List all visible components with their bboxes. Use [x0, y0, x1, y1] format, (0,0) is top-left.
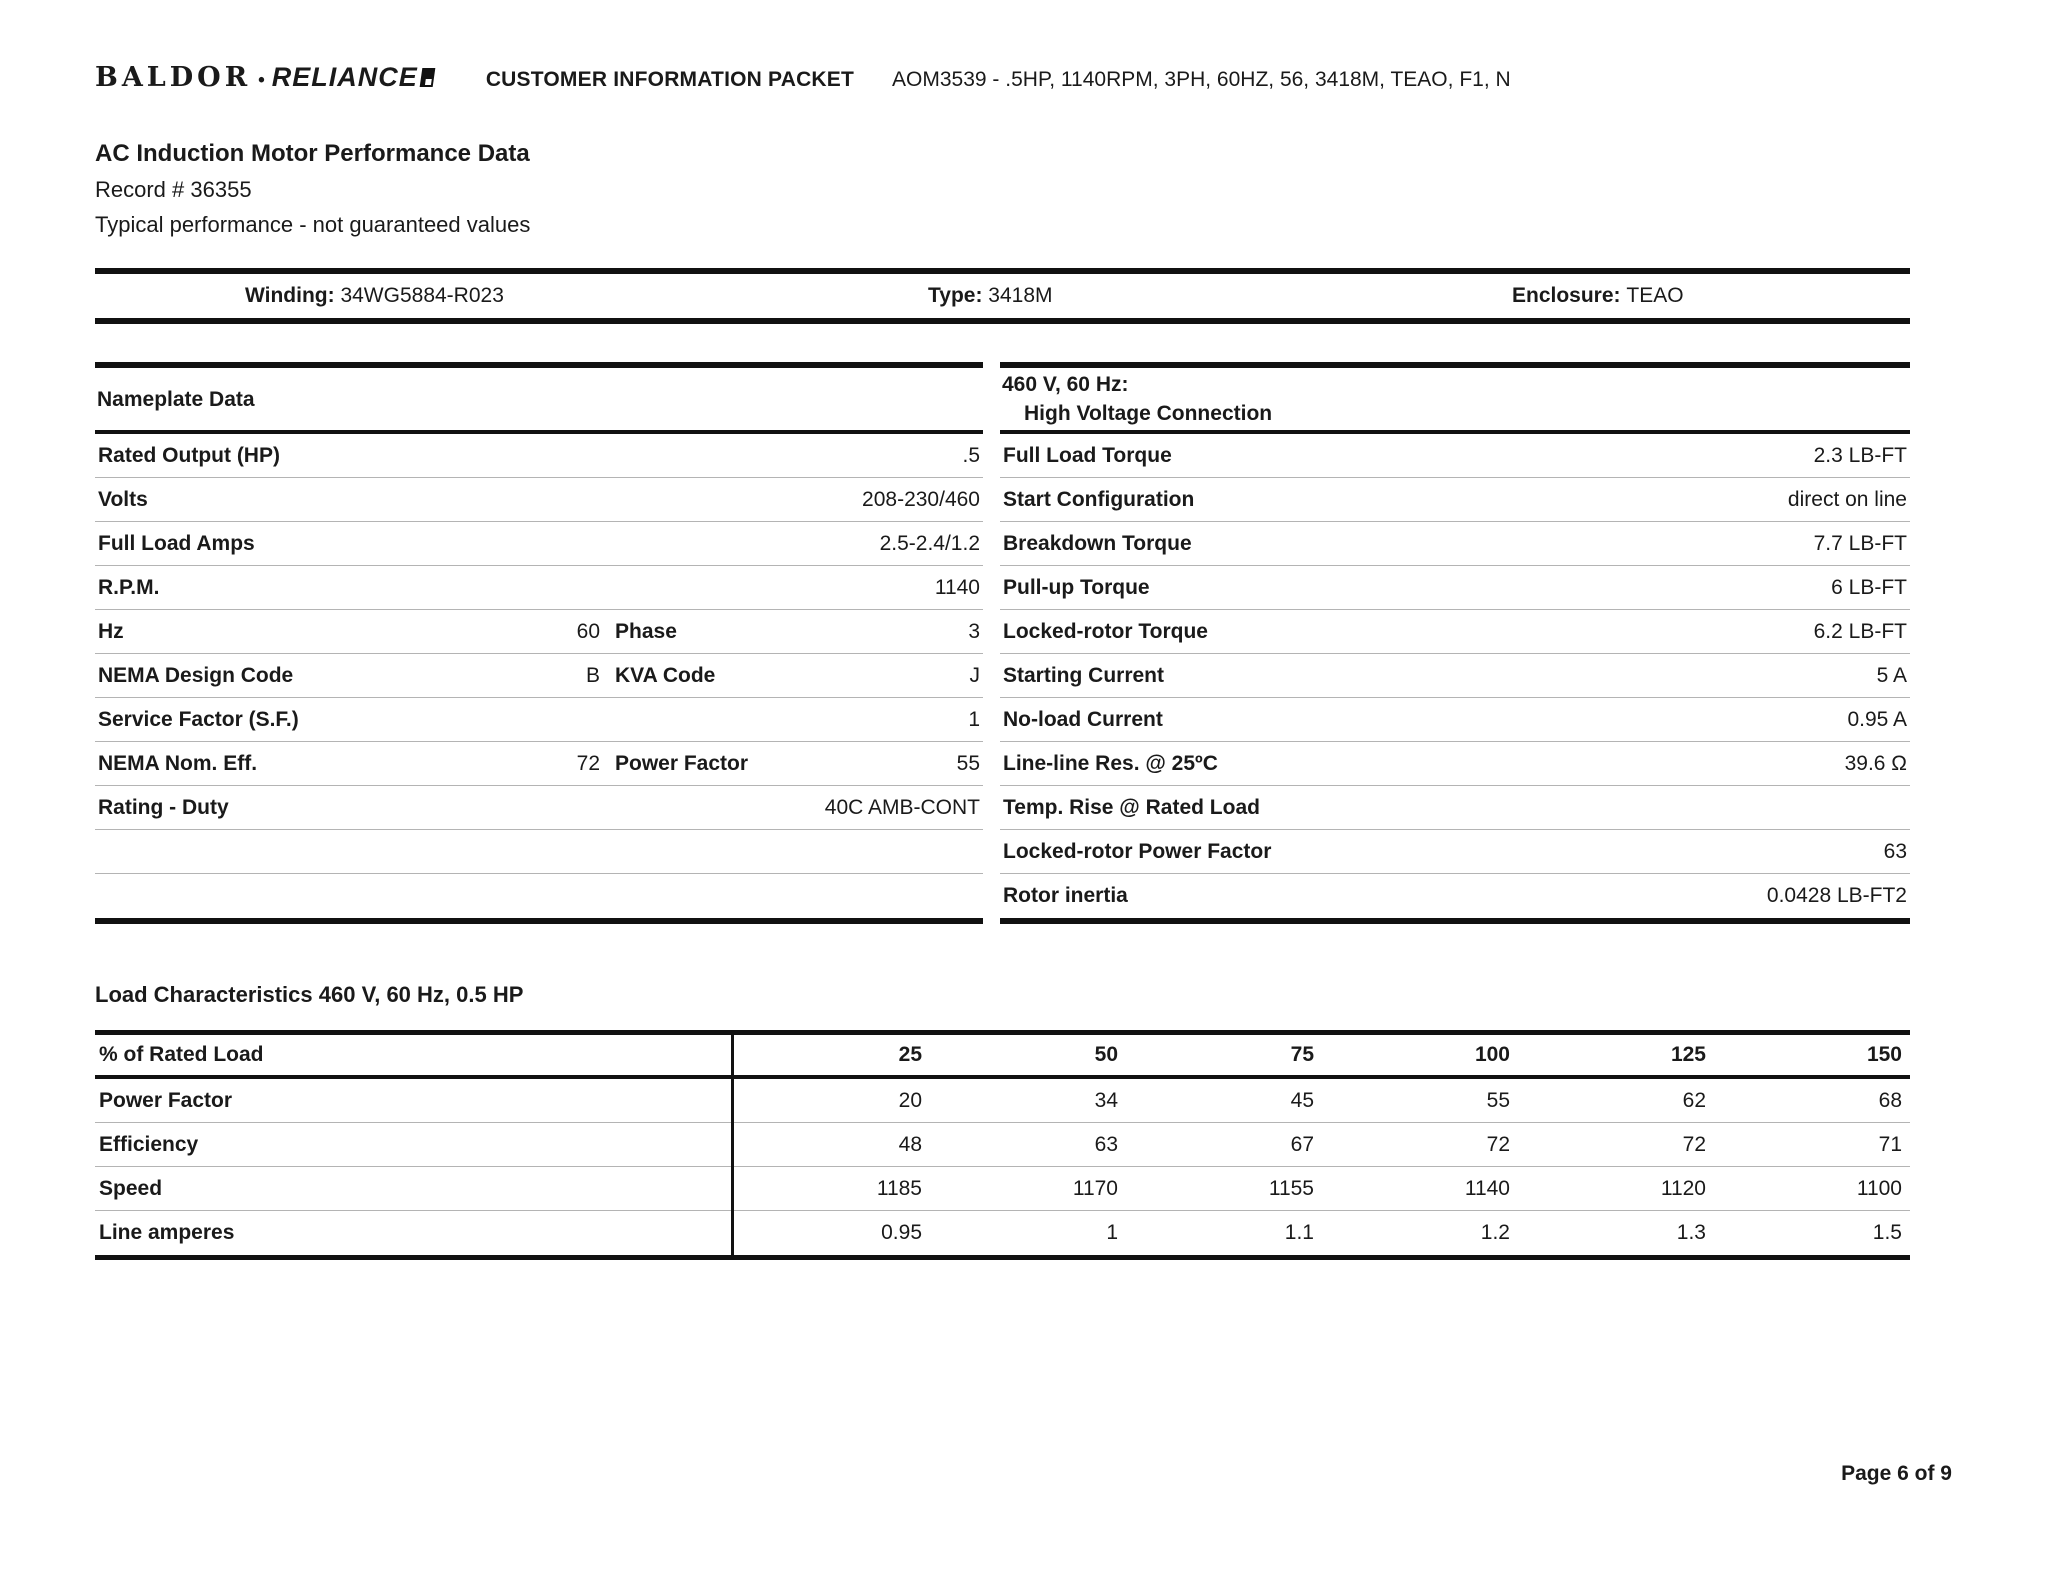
load-table-header-row: [95, 1035, 1910, 1079]
cell-value: 1.5: [1872, 1221, 1902, 1244]
table-row-empty: [95, 874, 983, 918]
record-number: Record # 36355: [95, 177, 252, 202]
cell-value: 1155: [1268, 1176, 1314, 1200]
enclosure-label: Enclosure:: [1512, 284, 1621, 307]
table-row: [1000, 830, 1910, 874]
row-right-half: [600, 752, 980, 776]
cell-value: 1.3: [1676, 1221, 1706, 1244]
row-value: 7.7 LB-FT: [1813, 531, 1907, 555]
motor-model-line: AOM3539 - .5HP, 1140RPM, 3PH, 60HZ, 56, 3418M, TEAO, F1, N: [892, 68, 1511, 91]
table-row: [95, 786, 983, 830]
row-mid-value: 72: [576, 751, 600, 775]
winding-label: Winding:: [245, 284, 335, 307]
row-label: Pull-up Torque: [1003, 575, 1150, 599]
column-header: 150: [1866, 1043, 1902, 1066]
cell-value: 55: [1486, 1088, 1510, 1112]
row-value: 40C AMB-CONT: [824, 795, 980, 819]
cell-value: 1: [1106, 1221, 1118, 1244]
row-value: 3: [968, 619, 980, 643]
row-label: Line-line Res. @ 25ºC: [1003, 751, 1218, 775]
table-row: [1000, 610, 1910, 654]
row-left-half: [98, 664, 600, 688]
cell-value: 34: [1094, 1088, 1118, 1112]
column-header: 50: [1094, 1043, 1118, 1066]
row-label: Starting Current: [1003, 663, 1165, 687]
row-value: direct on line: [1787, 487, 1907, 511]
winding-summary-bar: [95, 268, 1910, 324]
column-header: 125: [1670, 1043, 1706, 1066]
cell-value: 1100: [1856, 1176, 1902, 1200]
winding-field: [245, 284, 504, 308]
logo-reliance-text: RELIANCE: [271, 62, 418, 92]
table-row: [95, 566, 983, 610]
performance-tables: [95, 362, 1910, 924]
row-value: 39.6 Ω: [1844, 751, 1907, 775]
disclaimer-note: Typical performance - not guaranteed values: [95, 212, 531, 237]
column-header: % of Rated Load: [99, 1043, 264, 1066]
row-label: Temp. Rise @ Rated Load: [1003, 795, 1260, 819]
row-label: Service Factor (S.F.): [98, 707, 299, 731]
table-row: [1000, 874, 1910, 918]
row-label: No-load Current: [1003, 707, 1163, 731]
cell-value: 1120: [1660, 1176, 1706, 1200]
nameplate-table: [95, 362, 983, 924]
row-value: 5 A: [1876, 663, 1907, 687]
nameplate-table-header: [95, 368, 983, 434]
table-row: [95, 698, 983, 742]
cell-value: 1185: [876, 1176, 922, 1200]
row-value: 2.5-2.4/1.2: [879, 531, 980, 555]
nameplate-header-text: Nameplate Data: [97, 387, 255, 411]
winding-value: 34WG5884-R023: [340, 284, 504, 307]
enclosure-value: TEAO: [1626, 284, 1684, 307]
title-block: [95, 140, 530, 238]
load-characteristics-heading: Load Characteristics 460 V, 60 Hz, 0.5 HP: [95, 982, 524, 1007]
cell-value: 72: [1682, 1132, 1706, 1156]
row-value: 0.0428 LB-FT2: [1766, 884, 1907, 907]
row-label: Speed: [99, 1176, 163, 1200]
column-header: 25: [898, 1043, 922, 1066]
row-label: Line amperes: [99, 1221, 235, 1244]
table-row: [95, 434, 983, 478]
row-value: 0.95 A: [1847, 707, 1907, 731]
connection-table-header: [1000, 368, 1910, 434]
column-header: 100: [1474, 1043, 1510, 1066]
row-label: NEMA Design Code: [98, 663, 294, 687]
row-mid-value: B: [585, 663, 600, 687]
row-value: 55: [956, 751, 980, 775]
row-value: 2.3 LB-FT: [1813, 443, 1907, 467]
table-row: [1000, 478, 1910, 522]
table-row-empty: [95, 830, 983, 874]
table-row: [1000, 698, 1910, 742]
row-label: Locked-rotor Power Factor: [1003, 839, 1272, 863]
logo-baldor-text: BALDOR: [95, 62, 252, 93]
row-label: Full Load Torque: [1003, 443, 1172, 467]
cell-value: 1170: [1072, 1176, 1118, 1200]
row-label: Breakdown Torque: [1003, 531, 1192, 555]
table-row: [95, 478, 983, 522]
row-left-half: [98, 620, 600, 644]
table-row: [95, 1123, 1910, 1167]
cell-value: 1.2: [1480, 1221, 1510, 1244]
table-row: [1000, 786, 1910, 830]
row-label: Hz: [98, 619, 124, 643]
row-mid-label: Power Factor: [615, 751, 749, 775]
row-value: 6 LB-FT: [1831, 575, 1907, 599]
row-label: Full Load Amps: [98, 531, 255, 555]
row-label: Rating - Duty: [98, 795, 229, 819]
column-divider: [731, 1030, 734, 1260]
document-header: [95, 62, 1511, 93]
table-row: [1000, 434, 1910, 478]
type-value: 3418M: [988, 284, 1053, 307]
row-label: Power Factor: [99, 1088, 233, 1112]
connection-header-line1: 460 V, 60 Hz:: [1002, 373, 1129, 396]
row-label: Locked-rotor Torque: [1003, 619, 1208, 643]
row-value: .5: [962, 443, 980, 467]
table-row: [1000, 654, 1910, 698]
page-number: Page 6 of 9: [1841, 1462, 1952, 1485]
row-label: Rated Output (HP): [98, 443, 280, 467]
table-row: [1000, 566, 1910, 610]
cell-value: 72: [1486, 1132, 1510, 1156]
row-right-half: [600, 664, 980, 688]
row-mid-label: KVA Code: [615, 663, 716, 687]
cell-value: 20: [898, 1088, 922, 1112]
enclosure-field: [1512, 284, 1684, 308]
baldor-reliance-logo: [95, 62, 434, 93]
row-right-half: [600, 620, 980, 644]
load-characteristics-table: [95, 1030, 1910, 1260]
table-row: [95, 1167, 1910, 1211]
row-label: Volts: [98, 487, 148, 511]
row-label: R.P.M.: [98, 575, 160, 599]
cell-value: 45: [1290, 1088, 1314, 1112]
table-row: [95, 1079, 1910, 1123]
cell-value: 71: [1878, 1132, 1902, 1156]
row-mid-value: 60: [576, 619, 600, 643]
row-label: NEMA Nom. Eff.: [98, 751, 258, 775]
row-value: 63: [1883, 839, 1907, 863]
row-value: 1: [968, 707, 980, 731]
row-value: 1140: [934, 575, 980, 599]
cell-value: 63: [1094, 1132, 1118, 1156]
table-row: [1000, 522, 1910, 566]
row-value: 208-230/460: [862, 487, 980, 511]
connection-header-line2: High Voltage Connection: [1024, 402, 1273, 425]
cell-value: 1.1: [1284, 1221, 1314, 1244]
row-label: Rotor inertia: [1003, 884, 1128, 907]
type-label: Type:: [928, 284, 983, 307]
cell-value: 1140: [1464, 1176, 1510, 1200]
table-row: [95, 1211, 1910, 1255]
row-label: Efficiency: [99, 1132, 199, 1156]
cell-value: 62: [1682, 1088, 1706, 1112]
logo-dot: •: [258, 70, 265, 91]
page-title: AC Induction Motor Performance Data: [95, 140, 530, 167]
cell-value: 48: [898, 1132, 922, 1156]
cell-value: 0.95: [881, 1221, 922, 1244]
cell-value: 68: [1878, 1088, 1902, 1112]
column-header: 75: [1290, 1043, 1314, 1066]
connection-table: [1000, 362, 1910, 924]
packet-title: CUSTOMER INFORMATION PACKET: [485, 68, 855, 91]
table-row: [95, 522, 983, 566]
table-row: [95, 610, 983, 654]
row-label: Start Configuration: [1003, 487, 1195, 511]
row-value: J: [969, 663, 980, 687]
type-field: [928, 284, 1053, 308]
reliance-trademark-icon: [419, 68, 435, 87]
row-left-half: [98, 752, 600, 776]
row-mid-label: Phase: [615, 619, 677, 643]
row-value: 6.2 LB-FT: [1813, 619, 1907, 643]
table-row: [95, 742, 983, 786]
table-row: [95, 654, 983, 698]
cell-value: 67: [1290, 1132, 1314, 1156]
table-row: [1000, 742, 1910, 786]
